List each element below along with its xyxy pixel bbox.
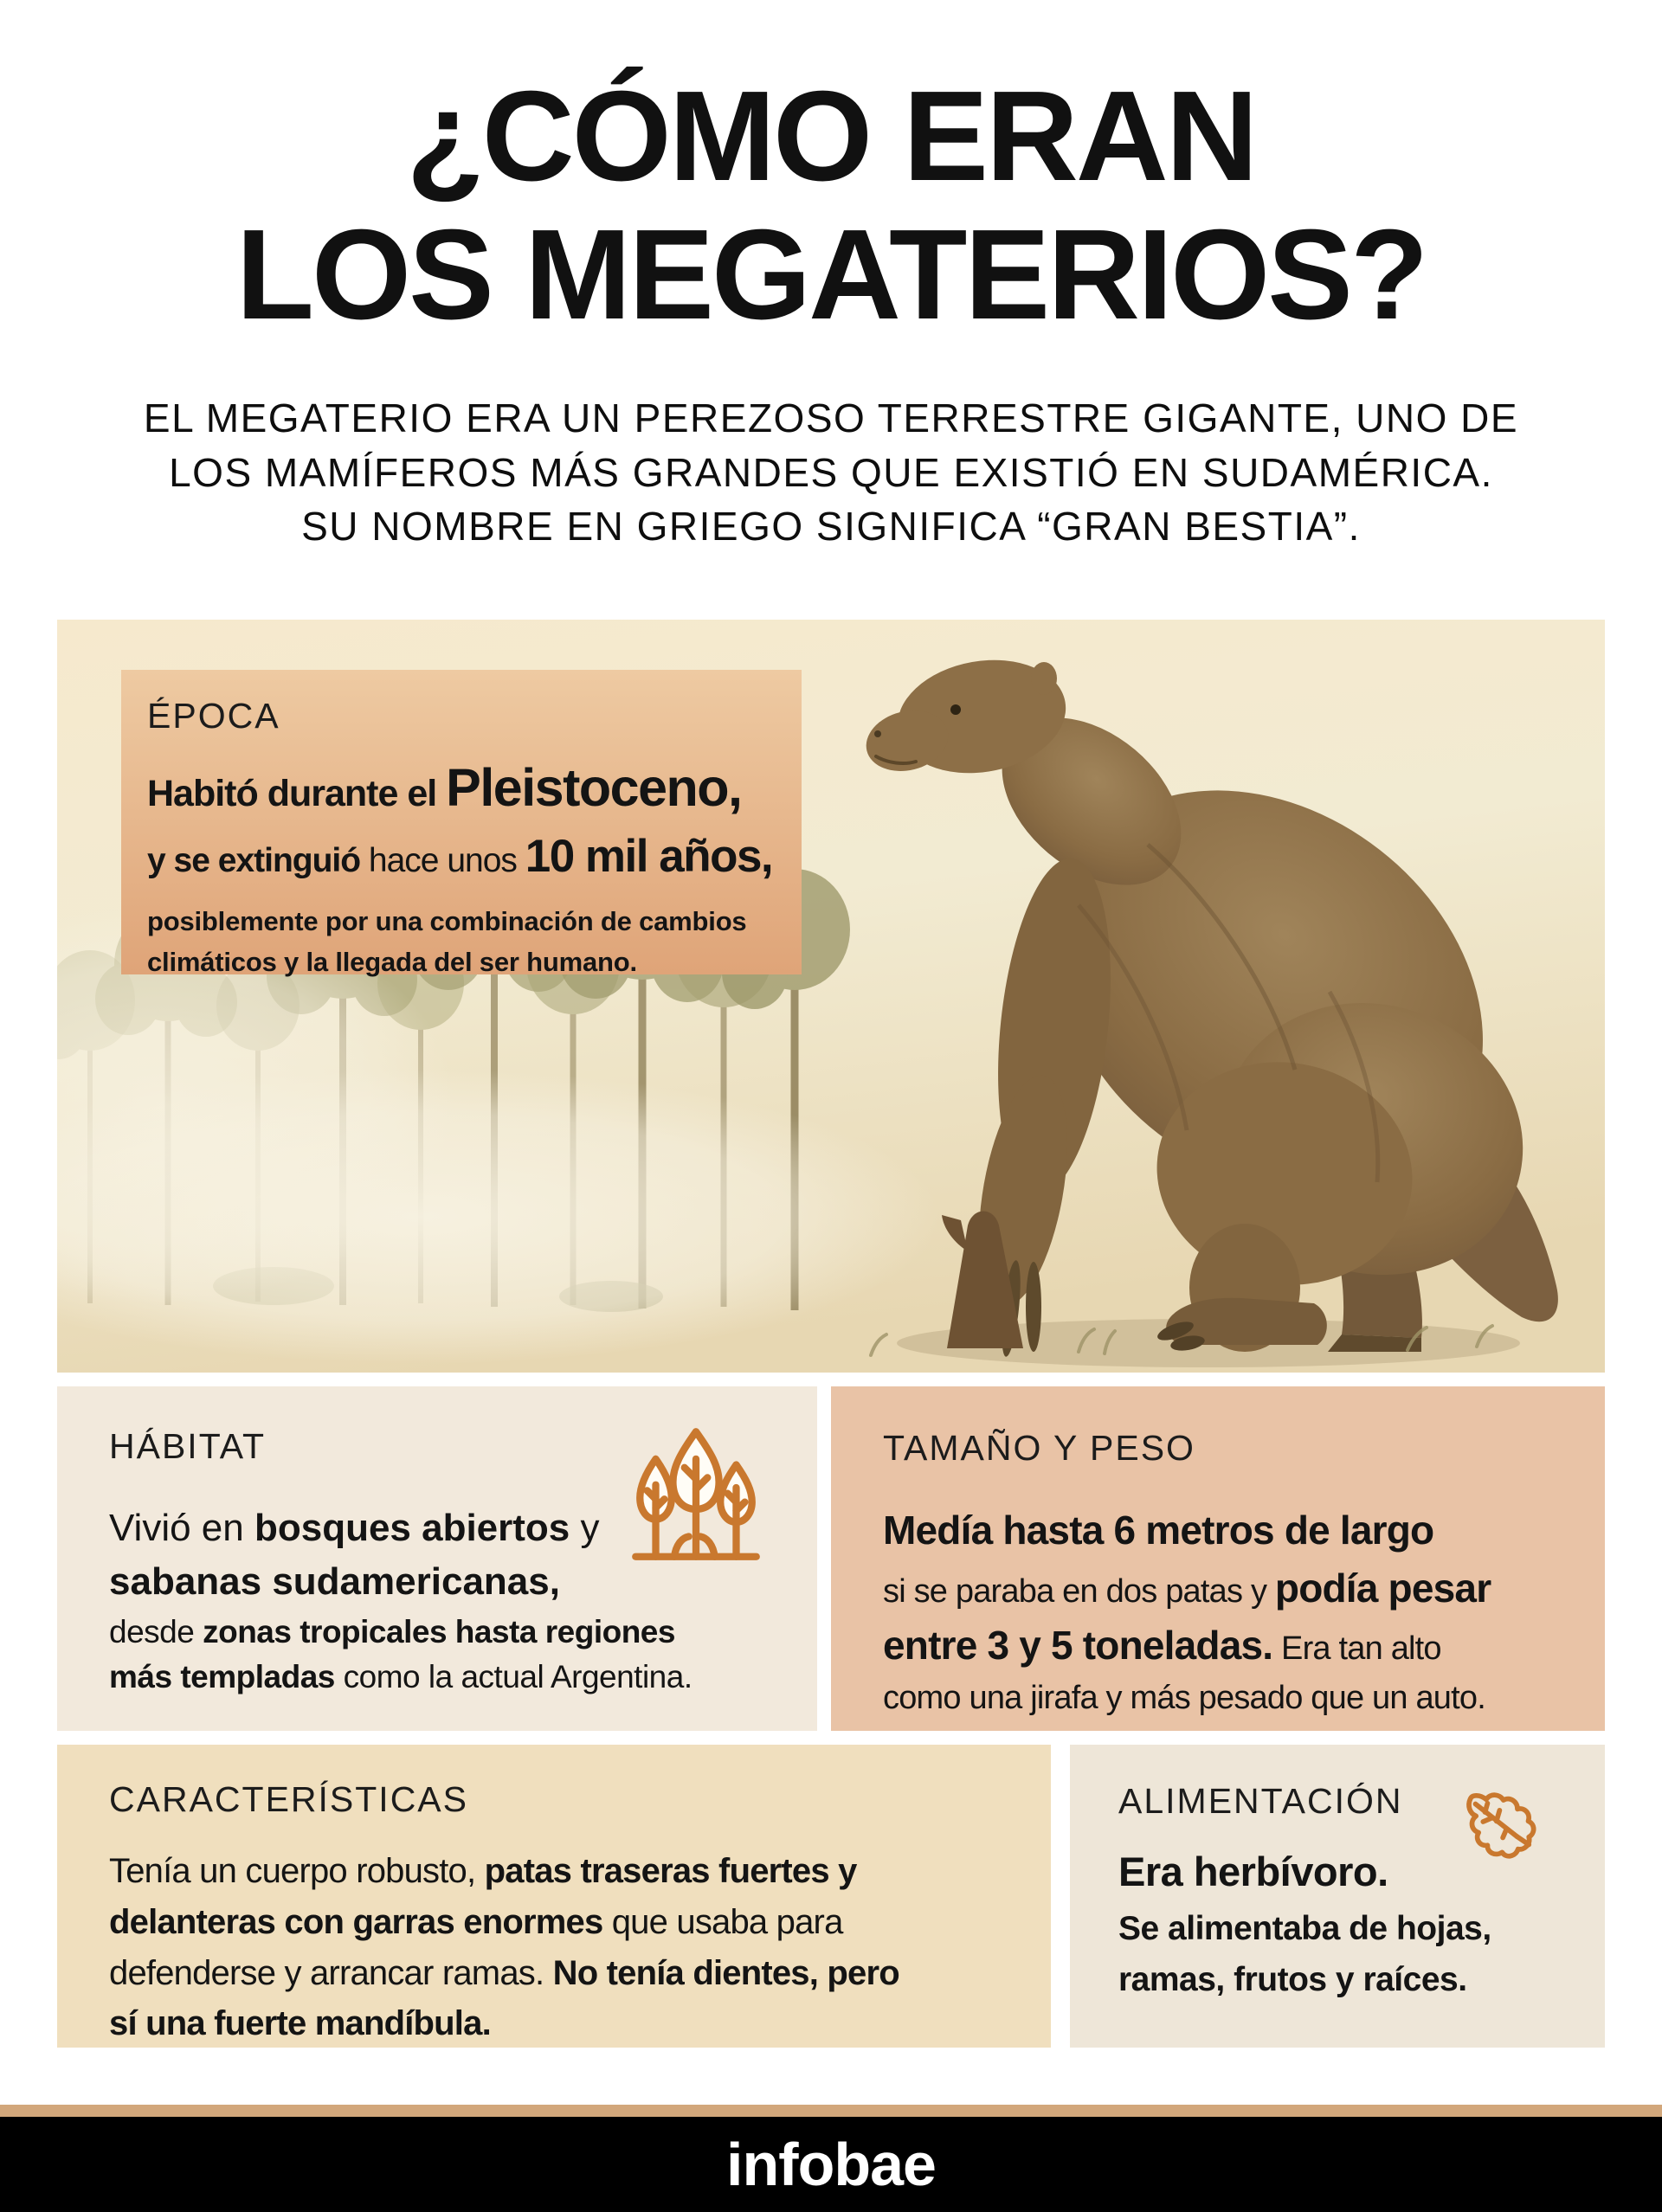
hero-illustration: [57, 620, 1605, 1373]
epoca-card: [121, 670, 802, 977]
tamano-l1-big: Medía hasta 6 metros de largo: [883, 1508, 1434, 1553]
intro-text: [0, 391, 1662, 554]
tamano-card: [831, 1386, 1605, 1731]
leaf-icon: [1451, 1779, 1541, 1869]
caract-l1-regular: Tenía un cuerpo robusto,: [109, 1852, 485, 1890]
alimentacion-lead: Era herbívoro.: [1118, 1849, 1388, 1894]
epoca-note-line1: posiblemente por una combinación de cambios: [147, 906, 747, 936]
epoca-line-1: [147, 757, 786, 818]
footer-bar: [0, 2117, 1662, 2212]
epoca-note: [147, 902, 786, 982]
habitat-l4-regular: como la actual Argentina.: [334, 1659, 692, 1695]
tamano-l3-big: entre 3 y 5 toneladas.: [883, 1623, 1273, 1669]
habitat-l3-regular: desde: [109, 1613, 203, 1649]
intro-line-1: EL MEGATERIO ERA UN PEREZOSO TERRESTRE GIGANTE, UNO DE: [143, 395, 1519, 440]
caract-l3-bold: No tenía dientes, pero: [552, 1953, 899, 1992]
epoca-line-2: [147, 830, 786, 883]
alimentacion-body-line2: ramas, frutos y raíces.: [1118, 1960, 1467, 1998]
habitat-l1-bold: bosques abiertos: [254, 1507, 570, 1549]
habitat-l4-bold: más templadas: [109, 1659, 335, 1695]
caract-l1-bold: patas traseras fuertes y: [484, 1852, 857, 1890]
title-line-2: LOS MEGATERIOS?: [235, 203, 1427, 346]
alimentacion-card: [1070, 1745, 1605, 2048]
intro-line-3: SU NOMBRE EN GRIEGO SIGNIFICA “GRAN BESTIA”.: [301, 504, 1361, 550]
caracteristicas-body: [109, 1846, 1008, 2049]
tamano-body: [883, 1501, 1562, 1722]
epoca-line2-big: 10 mil años,: [525, 831, 773, 882]
habitat-l1-regular: Vivió en: [109, 1507, 254, 1549]
tamano-l3-regular: Era tan alto: [1272, 1630, 1441, 1668]
habitat-l1-regular2: y: [570, 1507, 600, 1549]
epoca-note-line2: climáticos y la llegada del ser humano.: [147, 946, 637, 977]
title-line-1: ¿CÓMO ERAN: [406, 65, 1256, 208]
caract-l3-regular: defenderse y arrancar ramas.: [109, 1953, 553, 1992]
tamano-heading: TAMAÑO Y PESO: [883, 1428, 1195, 1468]
trees-icon: [622, 1424, 770, 1568]
epoca-line2-regular: hace unos: [360, 842, 525, 879]
tamano-l4-regular: como una jirafa y más pesado que un auto.: [883, 1680, 1485, 1717]
alimentacion-body-line1: Se alimentaba de hojas,: [1118, 1910, 1491, 1947]
epoca-line1-regular: Habitó durante el: [147, 773, 447, 814]
page-title: [0, 65, 1662, 350]
caract-l2-bold: delanteras con garras enormes: [109, 1902, 603, 1941]
habitat-card: [57, 1386, 817, 1731]
tamano-l2-regular: si se paraba en dos patas y: [883, 1572, 1275, 1610]
epoca-line1-big: Pleistoceno,: [446, 758, 742, 817]
habitat-l2-bold: sabanas sudamericanas,: [109, 1560, 560, 1604]
alimentacion-heading: ALIMENTACIÓN: [1118, 1781, 1403, 1821]
caract-l2-regular: que usaba para: [602, 1902, 843, 1941]
habitat-l3-bold: zonas tropicales hasta regiones: [203, 1613, 675, 1649]
intro-line-2: LOS MAMÍFEROS MÁS GRANDES QUE EXISTIÓ EN SUDAMÉRICA.: [169, 449, 1493, 495]
footer-stripe: [0, 2105, 1662, 2117]
habitat-heading: HÁBITAT: [109, 1426, 267, 1466]
epoca-heading: ÉPOCA: [147, 696, 280, 736]
caracteristicas-heading: CARACTERÍSTICAS: [109, 1779, 468, 1819]
alimentacion-body: [1118, 1904, 1565, 2005]
caract-l4-bold: sí una fuerte mandíbula.: [109, 2004, 491, 2043]
tamano-l2-big: podía pesar: [1274, 1565, 1491, 1611]
epoca-line2-bold: y se extinguió: [147, 842, 361, 879]
caracteristicas-card: [57, 1745, 1051, 2048]
infobae-logo: infobae: [726, 2131, 936, 2198]
